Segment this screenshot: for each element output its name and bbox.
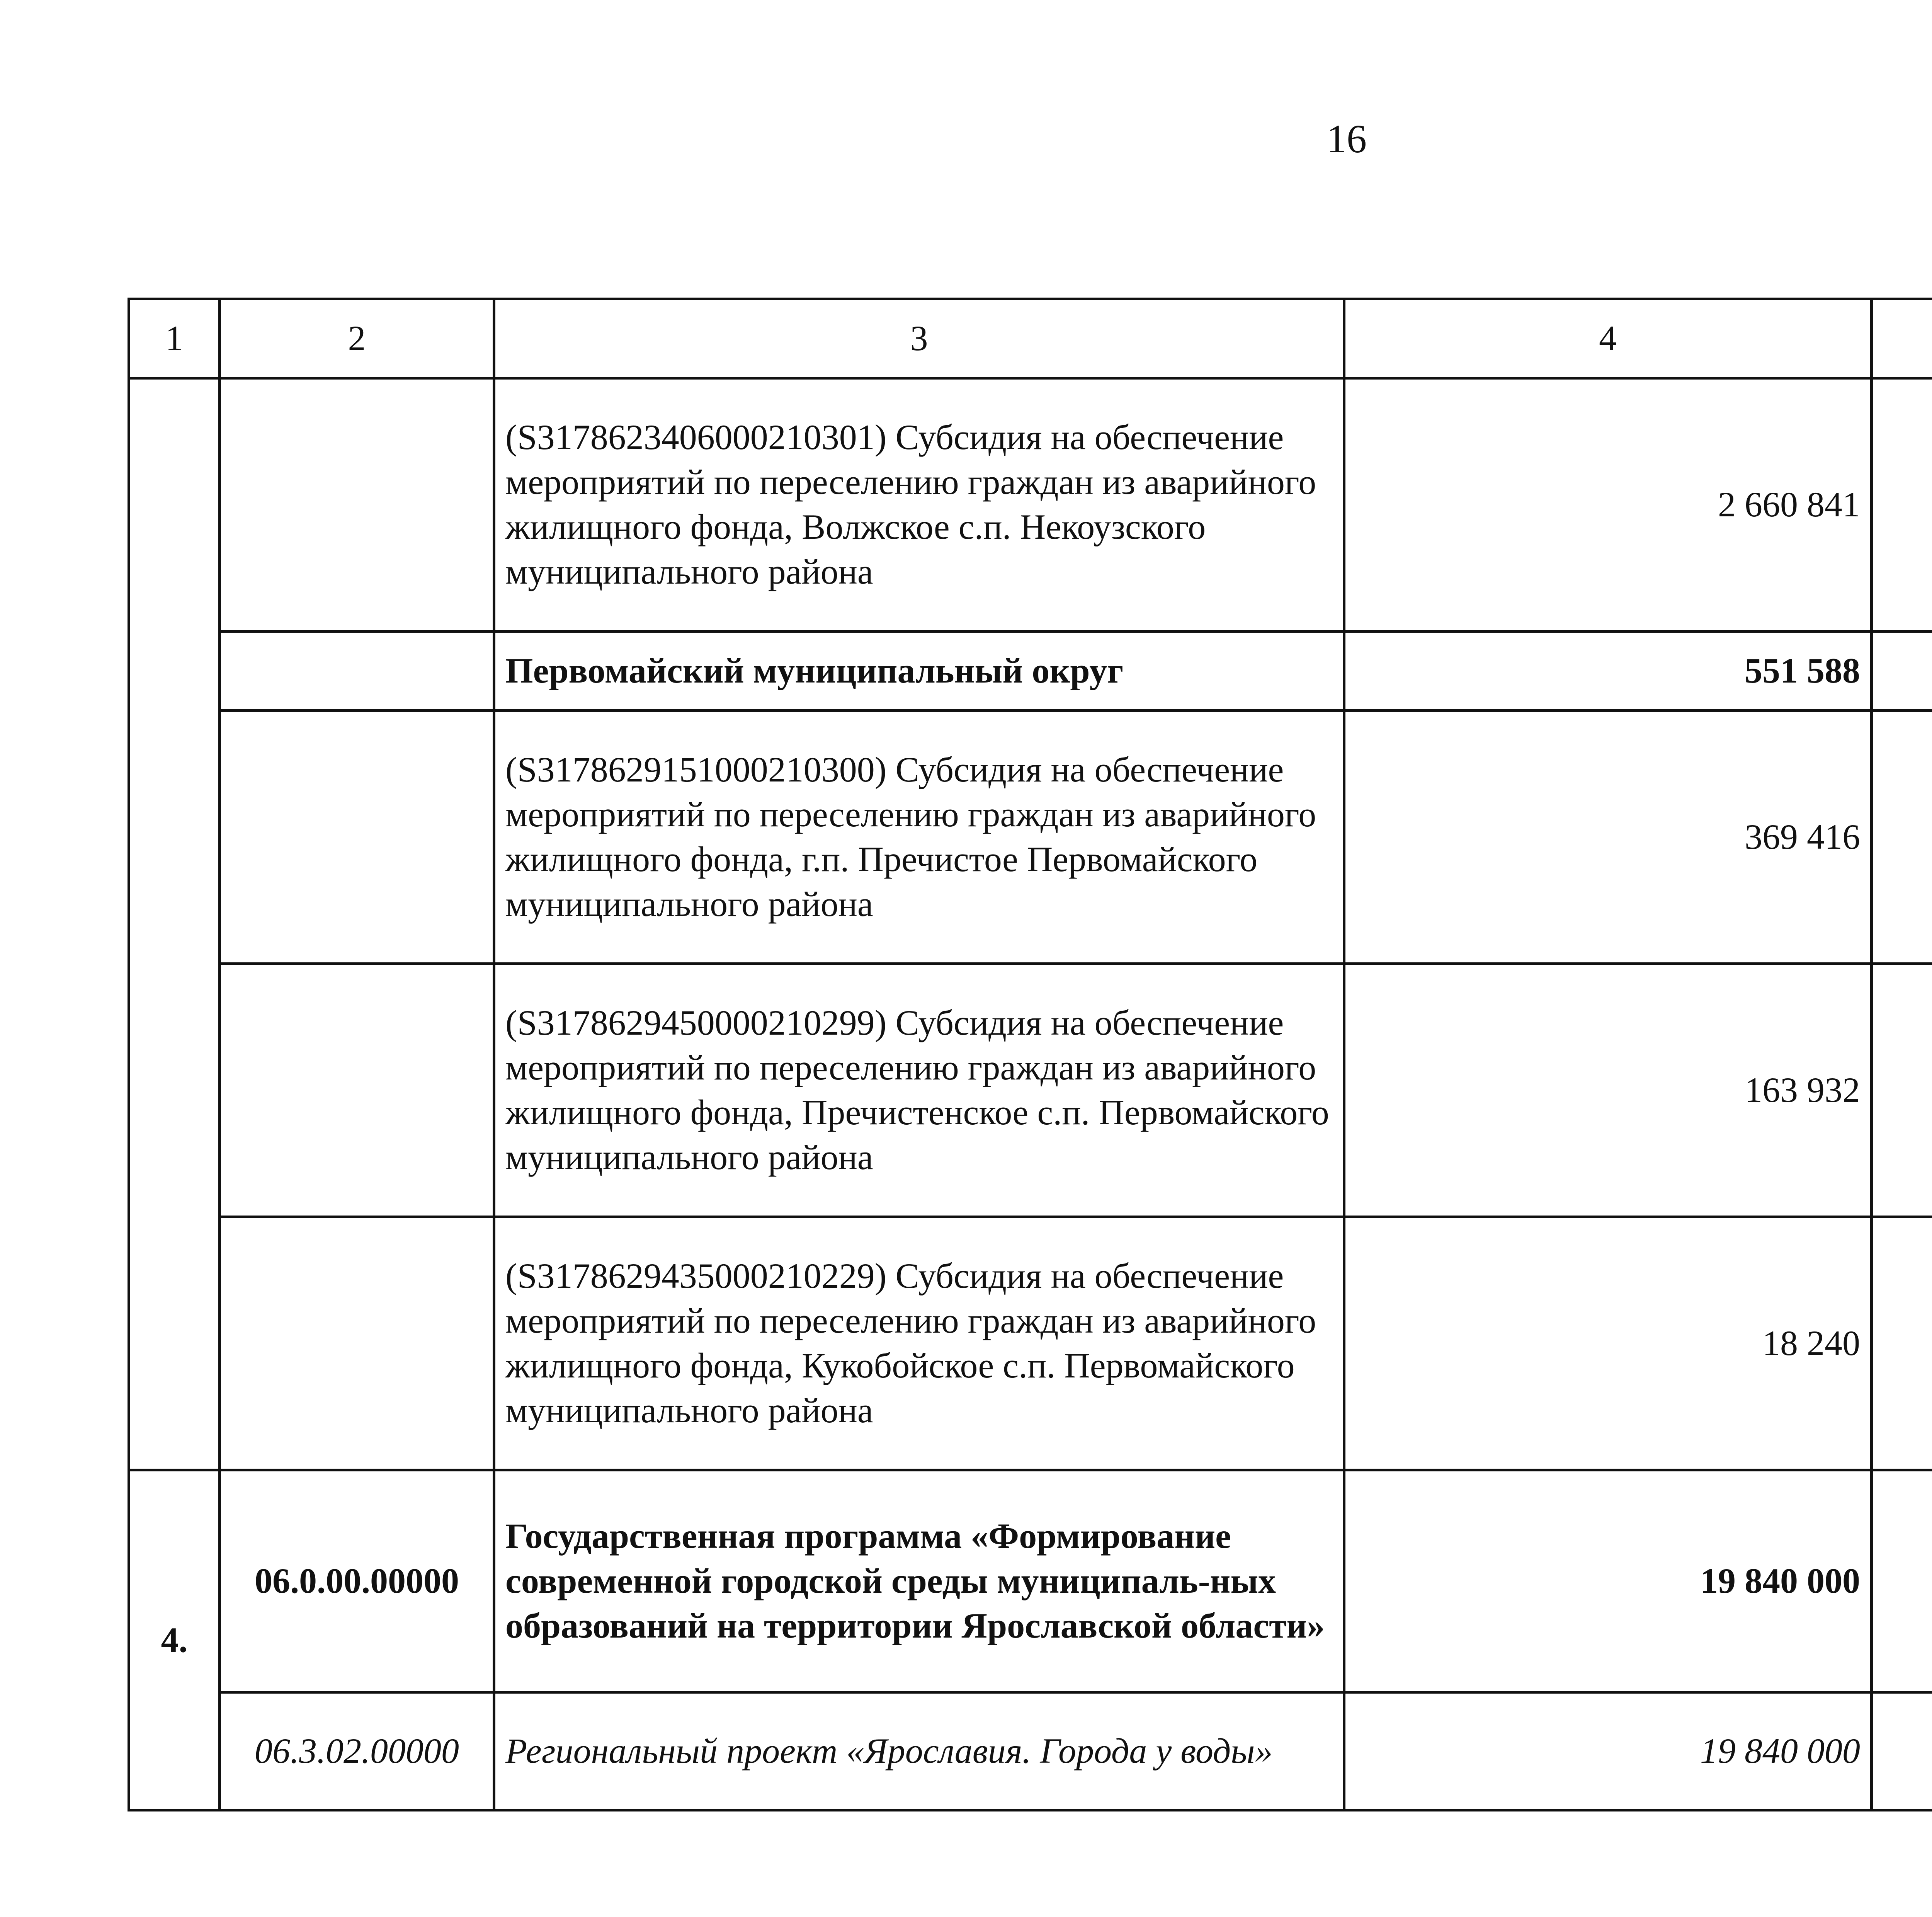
description-cell: (S3178629450000210299) Субсидия на обеспечение мероприятий по переселению граждан из аварийного жилищного фонда, Пречистенское с.п. Первомайского муниципального района (494, 964, 1344, 1217)
amount-total-cell: 369 416 (1344, 711, 1872, 964)
description-cell: Первомайский муниципальный округ (494, 632, 1344, 711)
description-cell: (S3178623406000210301) Субсидия на обеспечение мероприятий по переселению граждан из аварийного жилищного фонда, Волжское с.п. Некоузского муниципального района (494, 378, 1344, 632)
table-row (129, 632, 1932, 711)
header-row (129, 299, 1932, 378)
amount-col5-cell (1872, 711, 1932, 964)
code-cell (220, 378, 494, 632)
row-number-cell (129, 378, 220, 1470)
amount-total-cell: 19 840 000 (1344, 1692, 1872, 1810)
description-cell: (S3178629435000210229) Субсидия на обеспечение мероприятий по переселению граждан из аварийного жилищного фонда, Кукобойское с.п. Первомайского муниципального района (494, 1217, 1344, 1470)
amount-total-cell: 2 660 841 (1344, 378, 1872, 632)
header-cell-1: 1 (129, 299, 220, 378)
code-cell: 06.0.00.00000 (220, 1470, 494, 1692)
description-cell: Региональный проект «Ярославия. Города у воды» (494, 1692, 1344, 1810)
table-row (129, 378, 1932, 632)
amount-col5-cell (1872, 1470, 1932, 1692)
table-row (129, 711, 1932, 964)
description-cell: (S3178629151000210300) Субсидия на обеспечение мероприятий по переселению граждан из аварийного жилищного фонда, г.п. Пречистое Первомайского муниципального района (494, 711, 1344, 964)
header-cell-2: 2 (220, 299, 494, 378)
table-row (129, 964, 1932, 1217)
table-row (129, 1470, 1932, 1692)
header-cell-4: 4 (1344, 299, 1872, 378)
code-cell (220, 1217, 494, 1470)
budget-table (128, 298, 1932, 1811)
amount-col5-cell (1872, 964, 1932, 1217)
amount-col5-cell (1872, 378, 1932, 632)
table-row (129, 1692, 1932, 1810)
amount-total-cell: 18 240 (1344, 1217, 1872, 1470)
header-cell-5 (1872, 299, 1932, 378)
amount-total-cell: 163 932 (1344, 964, 1872, 1217)
amount-col5-cell (1872, 632, 1932, 711)
page-number: 16 (1327, 117, 1367, 161)
code-cell: 06.3.02.00000 (220, 1692, 494, 1810)
code-cell (220, 632, 494, 711)
amount-col5-cell (1872, 1692, 1932, 1810)
description-cell: Государственная программа «Формирование современной городской среды муниципаль-ных образований на территории Ярославской области» (494, 1470, 1344, 1692)
code-cell (220, 964, 494, 1217)
table-row (129, 1217, 1932, 1470)
row-number-cell: 4. (129, 1470, 220, 1810)
code-cell (220, 711, 494, 964)
header-cell-3: 3 (494, 299, 1344, 378)
amount-col5-cell (1872, 1217, 1932, 1470)
amount-total-cell: 551 588 (1344, 632, 1872, 711)
amount-total-cell: 19 840 000 (1344, 1470, 1872, 1692)
